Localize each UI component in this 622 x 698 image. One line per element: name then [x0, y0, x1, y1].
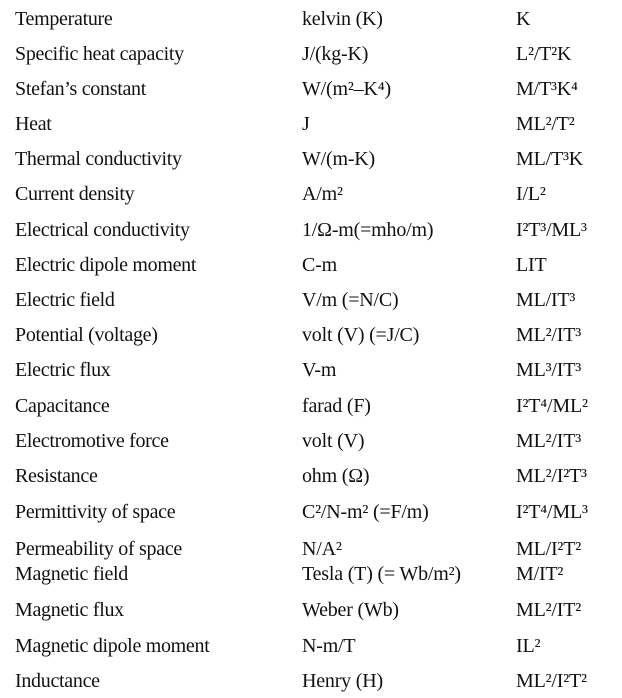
unit-cell: J: [302, 113, 310, 135]
dimension-cell: ML/I²T²: [516, 538, 582, 560]
unit-cell: W/(m²–K⁴): [302, 78, 391, 100]
table-row: [0, 495, 622, 529]
table-row: [0, 593, 622, 627]
table-row: [0, 283, 622, 317]
table-row: [0, 424, 622, 458]
table-row: [0, 353, 622, 387]
dimension-cell: ML²/IT²: [516, 599, 582, 621]
unit-cell: Weber (Wb): [302, 599, 399, 621]
unit-cell: J/(kg-K): [302, 43, 369, 65]
table-row: [0, 318, 622, 352]
unit-cell: kelvin (K): [302, 8, 383, 30]
quantity-cell: Heat: [15, 113, 52, 135]
table-row: [0, 107, 622, 141]
quantity-cell: Magnetic field: [15, 563, 128, 585]
dimension-cell: ML/T³K: [516, 148, 584, 170]
unit-cell: volt (V): [302, 430, 365, 452]
unit-cell: C-m: [302, 254, 337, 276]
table-row: [0, 142, 622, 176]
quantity-cell: Inductance: [15, 670, 100, 692]
dimension-cell: LIT: [516, 254, 547, 276]
table-row: [0, 72, 622, 106]
quantity-cell: Current density: [15, 183, 135, 205]
dimension-cell: L²/T²K: [516, 43, 572, 65]
quantity-cell: Electrical conductivity: [15, 219, 190, 241]
quantity-cell: Electromotive force: [15, 430, 169, 452]
quantity-cell: Thermal conductivity: [15, 148, 182, 170]
quantity-cell: Temperature: [15, 8, 113, 30]
unit-cell: A/m²: [302, 183, 343, 205]
quantity-cell: Permittivity of space: [15, 501, 176, 523]
table-row: [0, 459, 622, 493]
table-row: [0, 2, 622, 36]
quantity-cell: Magnetic dipole moment: [15, 635, 210, 657]
unit-cell: C²/N-m² (=F/m): [302, 501, 429, 523]
quantity-cell: Magnetic flux: [15, 599, 124, 621]
table-row: [0, 664, 622, 698]
unit-cell: W/(m-K): [302, 148, 376, 170]
quantity-cell: Specific heat capacity: [15, 43, 184, 65]
quantity-cell: Capacitance: [15, 395, 110, 417]
unit-cell: V/m (=N/C): [302, 289, 399, 311]
quantity-cell: Electric field: [15, 289, 115, 311]
dimension-cell: K: [516, 8, 531, 30]
dimension-cell: I²T³/ML³: [516, 219, 587, 241]
table-row: [0, 557, 622, 591]
dimension-cell: I/L²: [516, 183, 546, 205]
quantity-cell: Potential (voltage): [15, 324, 158, 346]
dimension-cell: ML/IT³: [516, 289, 576, 311]
dimension-cell: ML²/I²T²: [516, 670, 587, 692]
quantity-cell: Permeability of space: [15, 538, 182, 560]
table-row: [0, 248, 622, 282]
dimension-cell: ML²/IT³: [516, 324, 582, 346]
unit-cell: Henry (H): [302, 670, 383, 692]
dimension-cell: I²T⁴/ML³: [516, 501, 588, 523]
table-row: [0, 629, 622, 663]
unit-cell: ohm (Ω): [302, 465, 370, 487]
table-row: [0, 177, 622, 211]
dimension-cell: ML³/IT³: [516, 359, 582, 381]
table-row: [0, 389, 622, 423]
dimension-cell: ML²/I²T³: [516, 465, 587, 487]
table-row: [0, 37, 622, 71]
table-row: [0, 213, 622, 247]
quantity-cell: Stefan’s constant: [15, 78, 146, 100]
unit-cell: 1/Ω-m(=mho/m): [302, 219, 434, 241]
quantity-cell: Electric flux: [15, 359, 111, 381]
unit-cell: volt (V) (=J/C): [302, 324, 420, 346]
unit-cell: V-m: [302, 359, 337, 381]
quantity-cell: Electric dipole moment: [15, 254, 197, 276]
unit-cell: Tesla (T) (= Wb/m²): [302, 563, 461, 585]
dimension-cell: ML²/T²: [516, 113, 575, 135]
dimension-cell: ML²/IT³: [516, 430, 582, 452]
dimension-cell: I²T⁴/ML²: [516, 395, 588, 417]
dimension-cell: IL²: [516, 635, 541, 657]
unit-cell: N-m/T: [302, 635, 356, 657]
dimension-cell: M/T³K⁴: [516, 78, 578, 100]
quantity-cell: Resistance: [15, 465, 98, 487]
unit-cell: N/A²: [302, 538, 342, 560]
dimension-cell: M/IT²: [516, 563, 564, 585]
unit-cell: farad (F): [302, 395, 371, 417]
